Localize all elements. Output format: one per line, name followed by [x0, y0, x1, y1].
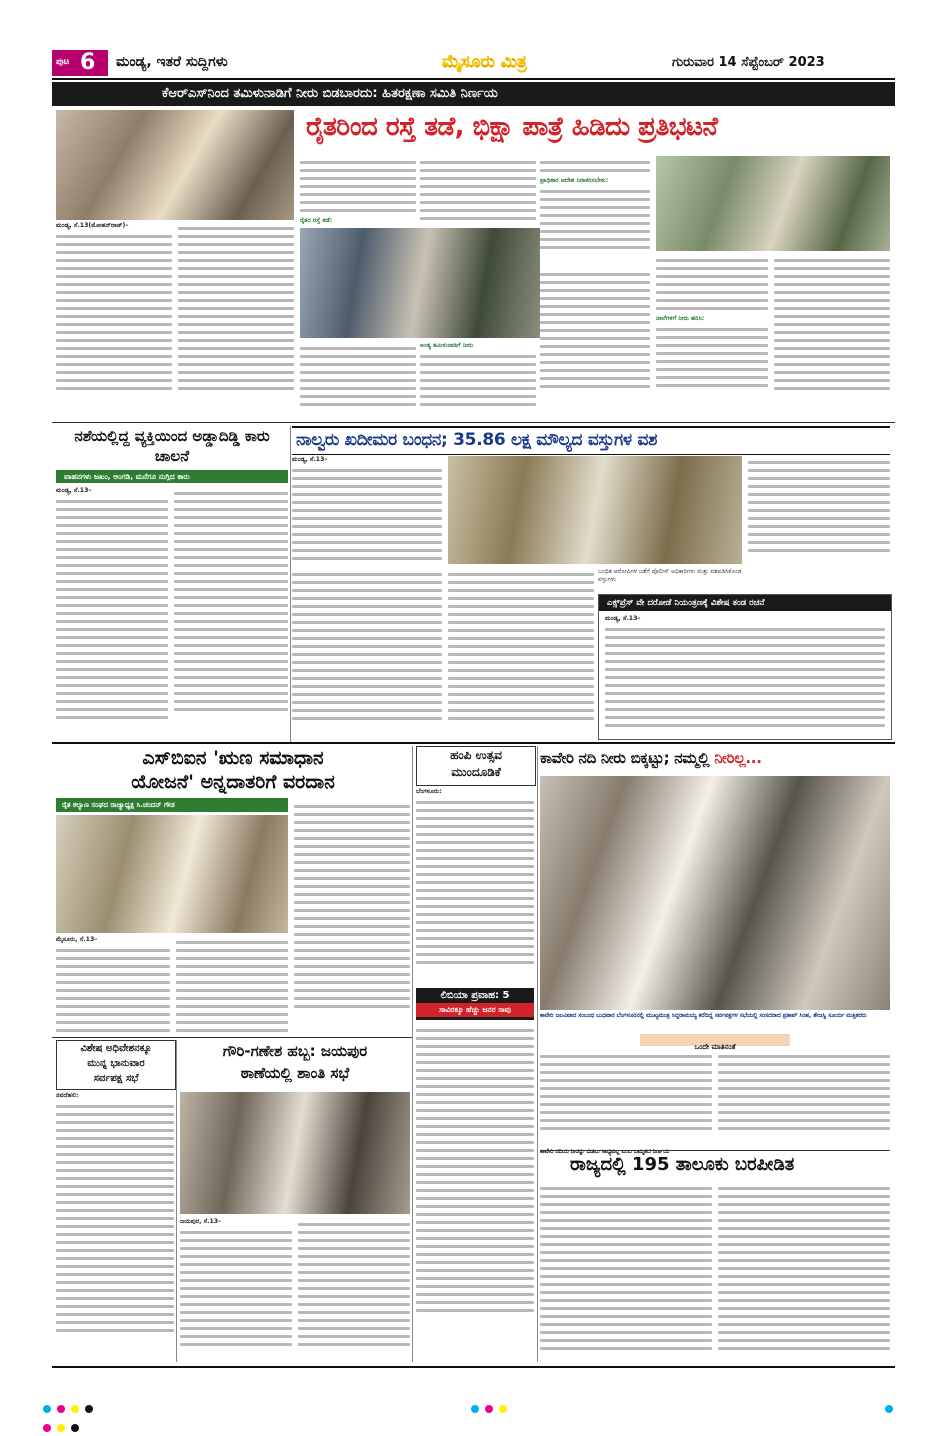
- story4-text: [605, 615, 885, 735]
- story9-title-box: [180, 1040, 410, 1088]
- story2-col1: [56, 487, 168, 737]
- story1-col8: [540, 268, 650, 422]
- story6-title-box: [416, 746, 536, 786]
- story1-sub3: ಪ್ರಾಧಿಕಾರ ಆದೇಶ ನಿರಾಕರಿಸಬೇಕು:: [540, 177, 609, 184]
- header-rule: [52, 78, 895, 80]
- story11-col1: [540, 1182, 712, 1362]
- story10-subtitle: ಸಾವಿರಕ್ಕೂ ಹೆಚ್ಚು ಜನರ ಸಾವು: [416, 1003, 534, 1017]
- story5-headline-1: ಎಸ್‌ಬಿಐನ 'ಋಣ ಸಮಾಧಾನ: [142, 747, 324, 769]
- story7-footline: ಕಾವೇರಿ ನದಿಯ ನೀರನ್ನು ಬಿಡಲು ಸಾಧ್ಯವಿಲ್ಲ ಎಂಬ ಒಮ್ಮತದ ನಿರ್ಣಯ: [540, 1149, 670, 1155]
- story1-headline-box: [300, 110, 890, 152]
- story1-col2: [178, 222, 294, 422]
- col-rule-4: [176, 1040, 177, 1362]
- story5-headline-2: ಯೋಜನೆ' ಅನ್ನದಾತರಿಗೆ ವರದಾನ: [131, 771, 335, 793]
- print-registration-dots: [40, 1398, 905, 1408]
- story7-footline-bar: [540, 1138, 712, 1155]
- story5-col2: [176, 936, 288, 1036]
- story5-headline-box: [56, 746, 410, 796]
- rule-after-story3: [52, 742, 895, 744]
- story1-col1: [56, 222, 172, 422]
- story1-col3: [300, 156, 416, 228]
- issue-date: ಗುರುವಾರ 14 ಸೆಪ್ಟೆಂಬರ್ 2023: [672, 55, 825, 70]
- story1-sub4: ನಾಲೆಗಳಿಗೆ ನೀರು ಹರಿಸಿ:: [656, 315, 705, 322]
- page-number-box: [52, 50, 108, 76]
- story5-tag: ರೈತ ಕಲ್ಯಾಣ ಸಂಘದ ರಾಜ್ಯಾಧ್ಯಕ್ಷ ಸಿ.ಚಂದನ್ ಗೌಡ: [62, 801, 175, 809]
- story7-sub: ಒಂದೇ ಮಾತಿನಂತೆ: [694, 1043, 736, 1051]
- sitin-photo: [656, 156, 890, 251]
- story7-caption: [540, 1012, 890, 1030]
- story5-tag-bar: [56, 798, 288, 812]
- story5-col1: [56, 936, 170, 1036]
- story1-col4: [420, 156, 536, 228]
- story8-title-box: [56, 1040, 176, 1090]
- story7-caption-text: ಕಾವೇರಿ ಜಲವಿವಾದ ಸಂಬಂಧ ಬುಧವಾರ ಬೆಂಗಳೂರಿನಲ್ಲಿ ಮುಖ್ಯಮಂತ್ರಿ ಸಿದ್ದರಾಮಯ್ಯ ಕರೆದಿದ್ದ ಸರ್ವಪಕ್ಷಗಳ ಸಭೆಯಲ್ಲಿ ಸಂಸದರಾದ ಪ್ರತಾಪ್ ಸಿಂಹ, ತೇಜಸ್ವಿ ಸೂರ್ಯ ಮತ್ತಿತರರು: [540, 1013, 867, 1019]
- col-rule-1: [290, 426, 291, 742]
- footer-rule: [52, 1366, 895, 1368]
- story1-col5: [540, 156, 650, 264]
- page-header: [52, 50, 895, 76]
- story1-sub1: ರೈತರ ರಸ್ತೆ ತಡೆ:: [300, 217, 333, 224]
- protest-photo: [56, 110, 294, 220]
- col-rule-2: [412, 746, 413, 1362]
- page-label: ಪುಟ: [56, 57, 70, 67]
- section-title: ಮಂಡ್ಯ, ಇತರೆ ಸುದ್ದಿಗಳು: [116, 54, 228, 70]
- story3-col2: [748, 456, 890, 564]
- story2-title: ನಶೆಯಲ್ಲಿದ್ದ ವ್ಯಕ್ತಿಯಿಂದ ಅಡ್ಡಾದಿಡ್ಡಿ ಕಾರು ಚಾಲನೆ: [74, 427, 270, 465]
- story11-col2: [718, 1182, 890, 1362]
- arrest-photo: [448, 456, 742, 564]
- peace-meeting-photo: [180, 1092, 410, 1214]
- story5-col3: [294, 800, 410, 1036]
- story3-col1: [292, 456, 442, 566]
- story4-dateline: ಮಂಡ್ಯ, ಸೆ.13–: [605, 615, 641, 622]
- story3-caption-text: ಬಂಧಿತ ಆರೋಪಿಗಳ ಜತೆಗೆ ಪೊಲೀಸ್ ಅಧಿಕಾರಿಗಳು ಮತ್ತು ವಶಪಡಿಸಿಕೊಂಡ ವಸ್ತುಗಳು: [598, 568, 742, 583]
- story10-title-box: [416, 988, 534, 1020]
- story3-headline-box: [292, 426, 890, 455]
- story1-col10: [774, 254, 890, 422]
- story1-col9: [656, 254, 768, 422]
- story4-title-bar: [599, 595, 891, 611]
- col-rule-3: [537, 746, 538, 1362]
- story1-col7: [420, 342, 536, 422]
- story8-text: [56, 1092, 174, 1362]
- story3-col3: [292, 568, 442, 738]
- banner-text: ಕೆಆರ್‌ಎಸ್‌ನಿಂದ ತಮಿಳುನಾಡಿಗೆ ನೀರು ಬಿಡಬಾರದು: ಹಿತರಕ್ಷಣಾ ಸಮಿತಿ ನಿರ್ಣಯ: [162, 86, 498, 101]
- story3-headline: ನಾಲ್ವರು ಖದೀಮರ ಬಂಧನ; 35.86 ಲಕ್ಷ ಮೌಲ್ಯದ ವಸ್ತುಗಳ ವಶ: [296, 430, 658, 450]
- story2-col2: [174, 487, 288, 737]
- story1-headline: ರೈತರಿಂದ ರಸ್ತೆ ತಡೆ, ಭಿಕ್ಷಾ ಪಾತ್ರೆ ಹಿಡಿದು ಪ್ರತಿಭಟನೆ: [306, 112, 718, 142]
- story9-title-2: ಠಾಣೆಯಲ್ಲಿ ಶಾಂತಿ ಸಭೆ: [240, 1064, 350, 1082]
- story5-dateline: ಮೈಸೂರು, ಸೆ.13–: [56, 936, 98, 943]
- story10-title: ಲಿಬಿಯಾ ಪ್ರವಾಹ: 5: [440, 990, 510, 1001]
- top-banner: [52, 82, 895, 106]
- story7-col1: [540, 1050, 712, 1136]
- story10-text: [416, 1024, 534, 1360]
- story3-caption: [598, 568, 742, 592]
- story4-box: [598, 594, 892, 740]
- story11-headline-box: [540, 1150, 890, 1179]
- story7-headline-main: ಕಾವೇರಿ ನದಿ ನೀರು ಬಿಕ್ಕಟ್ಟು; ನಮ್ಮಲ್ಲಿ: [540, 749, 715, 767]
- story7-col2: [718, 1050, 890, 1136]
- story6-title-2: ಮುಂದೂಡಿಕೆ: [451, 765, 501, 779]
- meeting-photo: [300, 228, 540, 338]
- sbi-photo: [56, 815, 288, 933]
- story1-dateline: ಮಂಡ್ಯ, ಸೆ.13(ಮೋಹನ್‌ರಾಜ್)–: [56, 222, 129, 229]
- rule-before-story8: [52, 1037, 412, 1038]
- story6-text: [416, 788, 534, 984]
- story1-sub5: ಅಂತ್ಯ ತಮಿಳುನಾಡಿಗೆ ನೀರು: [420, 342, 474, 349]
- story8-title-1: ವಿಶೇಷ ಅಧಿವೇಶನಕ್ಕೂ: [80, 1043, 152, 1054]
- story3-col4: [448, 568, 594, 738]
- story7-headline-accent: ನೀರಿಲ್ಲ...: [714, 749, 762, 767]
- story7-headline: [540, 749, 762, 767]
- story11-headline: ರಾಜ್ಯದಲ್ಲಿ 195 ತಾಲೂಕು ಬರಪೀಡಿತ: [570, 1154, 795, 1175]
- story9-col1: [180, 1218, 292, 1362]
- story2-dateline: ಮಂಡ್ಯ, ಸೆ.13–: [56, 487, 92, 494]
- story9-dateline: ಜಯಪುರ, ಸೆ.13–: [180, 1218, 222, 1225]
- story3-dateline: ಮಂಡ್ಯ, ಸೆ.13–: [292, 456, 328, 463]
- story9-col2: [298, 1218, 410, 1362]
- story4-title: ಎಕ್ಸ್‌ಪ್ರೆಸ್ ವೇ ದರೋಡೆ ನಿಯಂತ್ರಣಕ್ಕೆ ವಿಶೇಷ ತಂಡ ರಚನೆ: [607, 598, 765, 608]
- rule-after-story1: [52, 422, 895, 423]
- story2-title-box: [56, 426, 288, 466]
- story8-title-3: ಸರ್ವಪಕ್ಷ ಸಭೆ: [93, 1073, 139, 1084]
- story9-title-1: ಗೌರಿ-ಗಣೇಶ ಹಬ್ಬ: ಜಯಪುರ: [222, 1042, 368, 1060]
- all-party-meeting-photo: [540, 776, 890, 1010]
- story7-sub-bar: [640, 1034, 790, 1051]
- masthead-title: ಮೈಸೂರು ಮಿತ್ರ: [442, 52, 527, 72]
- story7-headline-box: [540, 746, 890, 774]
- page-number: 6: [80, 50, 96, 75]
- story2-subhead: ವಾಹನಗಳು ಜಖಂ, ಅಂಗಡಿ, ಮನೆಗೂ ನುಗ್ಗಿದ ಕಾರು: [64, 472, 190, 481]
- story2-subhead-bar: [56, 470, 288, 483]
- story6-title-1: ಹಂಪಿ ಉತ್ಸವ: [450, 748, 502, 762]
- story6-dateline: ಬೆಂಗಳೂರು:: [416, 788, 442, 795]
- story8-title-2: ಮುನ್ನ ಭಾನುವಾರ: [87, 1058, 145, 1069]
- story8-dateline: ನವದೆಹಲಿ:: [56, 1092, 79, 1099]
- story1-col6: [300, 342, 416, 422]
